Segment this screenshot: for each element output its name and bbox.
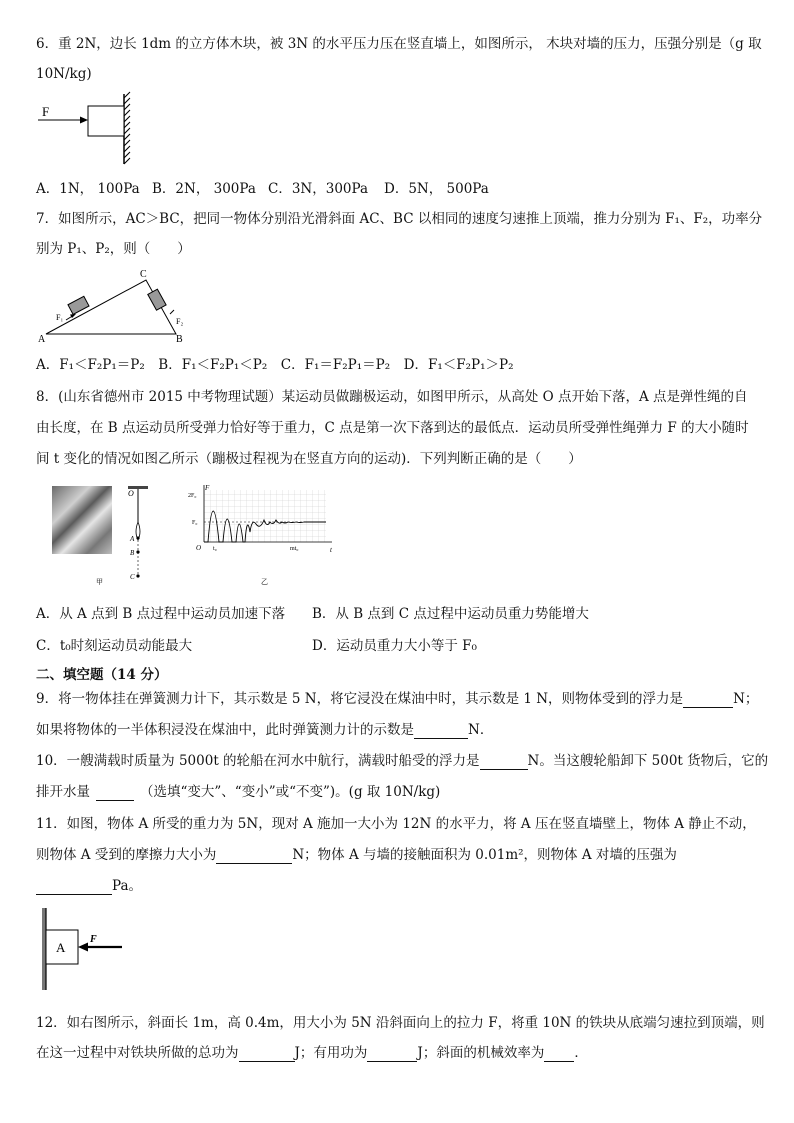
origin-label: O: [196, 544, 202, 552]
block-on-ac: [68, 296, 89, 314]
q9-text-1a: 9．将一物体挂在弹簧测力计下，其示数是 5 N，将它浸没在煤油中时，其示数是 1 N，则物体受到的浮力是: [36, 691, 684, 707]
q11-figure: [38, 908, 138, 992]
force-arrow-head: [80, 117, 88, 124]
object-a-label: A: [56, 940, 66, 955]
label-b: B: [176, 334, 183, 345]
q6-option-d: D．5N， 500Pa: [384, 181, 489, 197]
q7-line-2: 别为 P₁、P₂，则（ ）: [36, 241, 191, 257]
bungee-jump-photo: [52, 486, 112, 554]
q12-line-1: 12．如右图所示，斜面长 1m，高 0.4m，用大小为 5N 沿斜面向上的拉力 F，将重 10N 的铁块从底端匀速拉到顶端，则: [36, 1015, 765, 1031]
q12-blank-1[interactable]: [239, 1047, 295, 1062]
q8-line-3: 间 t 变化的情况如图乙所示（蹦极过程视为在竖直方向的运动)．下列判断正确的是（ ）: [36, 451, 582, 467]
q8-option-b: B．从 B 点到 C 点过程中运动员重力势能增大: [312, 606, 589, 622]
tick-t0-label: t₀: [213, 546, 217, 552]
section-2-title: 二、填空题（14 分）: [36, 667, 168, 683]
q9-text-1b: N；: [733, 691, 759, 707]
label-f2: F₂: [176, 317, 184, 326]
q10-line-2: [36, 783, 440, 801]
label-f1: F₁: [56, 313, 64, 322]
axis-t-label: t: [330, 546, 332, 554]
tick-mt0-label: mt₀: [290, 546, 299, 552]
q8-line-1: 8．(山东省德州市 2015 中考物理试题）某运动员做蹦极运动，如图甲所示，从高处 O 点开始下落，A 点是弹性绳的自: [36, 389, 748, 405]
label-c: C: [140, 269, 147, 280]
q8-force-time-graph: [186, 482, 336, 592]
q7-incline-figure: [36, 266, 196, 346]
force-label-f: F: [42, 104, 50, 119]
q6-line-1: 6．重 2N，边长 1dm 的立方体木块，被 3N 的水平压力压在竖直墙上，如图所示， 木块对墙的压力，压强分别是（g 取: [36, 36, 762, 52]
block-on-bc: [148, 289, 166, 310]
q6-option-b: B．2N， 300Pa: [152, 181, 256, 197]
q7-options: A．F₁＜F₂P₁＝P₂ B．F₁＜F₂P₁＜P₂ C．F₁＝F₂P₁＝P₂ D．F₁＜F₂P₁＞P₂: [36, 357, 514, 373]
point-c-label: C: [130, 573, 135, 581]
force-label-f: F: [90, 934, 97, 945]
point-a-label: A: [130, 535, 135, 543]
q8-option-d: D．运动员重力大小等于 F₀: [312, 638, 477, 654]
q9-blank-2[interactable]: [414, 724, 468, 739]
q11-text-3b: Pa。: [112, 878, 143, 894]
force-arrow-head: [78, 943, 88, 952]
q11-blank-2[interactable]: [36, 880, 112, 895]
q8-line-2: 由长度，在 B 点运动员所受弹力恰好等于重力，C 点是第一次下落到达的最低点．运动员所受弹性绳弹力 F 的大小随时: [36, 420, 749, 436]
q12-text-2b: J；有用功为: [294, 1045, 368, 1061]
point-b-label: B: [130, 549, 135, 557]
q9-line-1: [36, 690, 758, 708]
q9-text-2b: N．: [468, 722, 494, 738]
wooden-block: [88, 106, 124, 136]
tick-f0-label: F₀: [192, 520, 198, 526]
q11-text-2a: 则物体 A 受到的摩擦力大小为: [36, 847, 217, 863]
yi-label: 乙: [261, 578, 268, 586]
q6-line-2: 10N/kg): [36, 66, 92, 82]
q11-line-1: 11．如图，物体 A 所受的重力为 5N，现对 A 施加一大小为 12N 的水平力，将 A 压在竖直墙壁上，物体 A 静止不动，: [36, 816, 756, 832]
q11-line-3: [36, 877, 142, 895]
q10-line-1: [36, 752, 768, 770]
q6-figure: [36, 92, 146, 168]
q9-text-2a: 如果将物体的一半体积浸没在煤油中，此时弹簧测力计的示数是: [36, 722, 414, 738]
q8-option-a: A．从 A 点到 B 点过程中运动员加速下落: [36, 606, 286, 622]
q6-option-a: A．1N， 100Pa: [36, 181, 140, 197]
q11-blank-1[interactable]: [216, 849, 292, 864]
q10-blank-1[interactable]: [480, 755, 528, 770]
label-a: A: [38, 334, 46, 345]
point-o-label: O: [128, 489, 134, 498]
q12-blank-2[interactable]: [367, 1047, 417, 1062]
q12-blank-3[interactable]: [544, 1047, 574, 1062]
q11-text-2b: N；物体 A 与墙的接触面积为 0.01m²，则物体 A 对墙的压强为: [292, 847, 677, 863]
q10-text-1b: N。当这艘轮船卸下 500t 货物后，它的: [527, 753, 769, 769]
axis-f-label: F: [205, 484, 210, 492]
q11-line-2: [36, 846, 677, 864]
q12-text-2d: ．: [574, 1045, 588, 1061]
q12-text-2c: J；斜面的机械效率为: [417, 1045, 545, 1061]
q6-option-c: C．3N，300Pa: [268, 181, 369, 197]
q8-option-c: C．t₀时刻运动员动能最大: [36, 638, 193, 654]
q10-blank-2[interactable]: [96, 786, 134, 801]
q9-line-2: [36, 721, 493, 739]
q7-line-1: 7．如图所示，AC＞BC，把同一物体分别沿光滑斜面 AC、BC 以相同的速度匀速推上顶端，推力分别为 F₁、F₂，功率分: [36, 211, 763, 227]
q8-jia-figure: [96, 482, 158, 590]
tick-2f0-label: 2F₀: [188, 493, 197, 499]
q12-line-2: [36, 1044, 588, 1062]
q10-text-2a: 排开水量: [36, 784, 90, 800]
jia-label: 甲: [96, 578, 103, 586]
q10-text-1a: 10．一艘满载时质量为 5000t 的轮船在河水中航行，满载时船受的浮力是: [36, 753, 480, 769]
q9-blank-1[interactable]: [683, 693, 733, 708]
q12-text-2a: 在这一过程中对铁块所做的总功为: [36, 1045, 239, 1061]
q10-text-2b: （选填“变大”、“变小”或“不变”)。(g 取 10N/kg): [140, 784, 441, 800]
